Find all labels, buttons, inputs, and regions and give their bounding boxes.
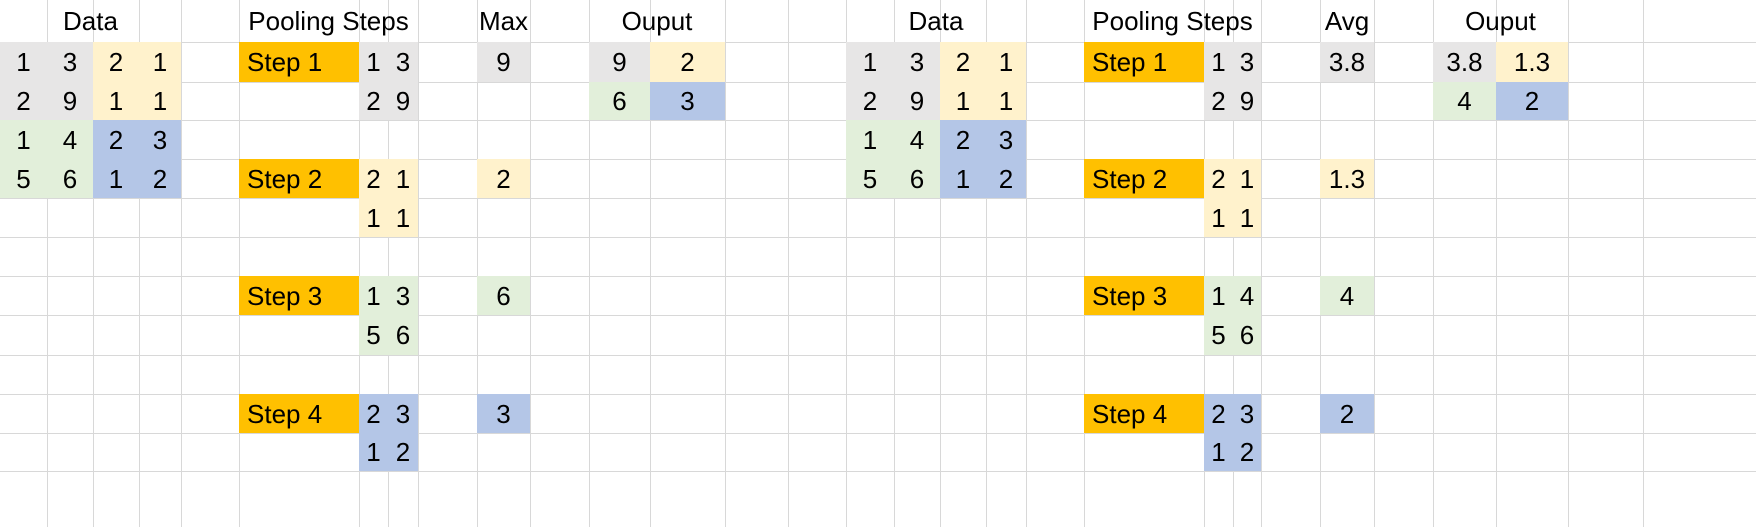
avg-step-window-cell: 2 [1204, 394, 1233, 433]
avg-data-cell: 2 [940, 42, 986, 82]
grid-line-horizontal [0, 198, 1756, 199]
avg-data-cell: 3 [894, 42, 940, 82]
avg-output-cell: 2 [1496, 82, 1568, 120]
grid-line-vertical [1261, 0, 1262, 527]
grid-line-vertical [1026, 0, 1027, 527]
max-data-cell: 6 [47, 159, 93, 198]
max-step-result: 2 [477, 159, 530, 198]
grid-line-vertical [1374, 0, 1375, 527]
max-step-window-cell: 3 [388, 276, 418, 315]
avg-step-window-cell: 4 [1233, 276, 1261, 315]
avg-step-window-cell: 6 [1233, 315, 1261, 355]
max-data-cell: 2 [139, 159, 181, 198]
max-step-result: 3 [477, 394, 530, 433]
avg-data-cell: 2 [986, 159, 1026, 198]
avg-step-window-cell: 3 [1233, 394, 1261, 433]
max-step-result: 9 [477, 42, 530, 82]
max-step-window-cell: 3 [388, 42, 418, 82]
avg-output-cell: 1.3 [1496, 42, 1568, 82]
grid-line-horizontal [0, 471, 1756, 472]
max-data-cell: 1 [139, 42, 181, 82]
avg-data-cell: 9 [894, 82, 940, 120]
max-step-window-cell: 1 [359, 276, 388, 315]
max-data-cell: 1 [139, 82, 181, 120]
max-step-label: Step 1 [239, 42, 359, 82]
grid-line-horizontal [0, 315, 1756, 316]
max-output-header: Ouput [621, 6, 693, 36]
max-step-window-cell: 2 [359, 394, 388, 433]
max-step-result: 6 [477, 276, 530, 315]
grid-line-vertical [725, 0, 726, 527]
avg-step-window-cell: 2 [1204, 82, 1233, 120]
max-data-cell: 1 [0, 120, 47, 159]
max-data-cell: 9 [47, 82, 93, 120]
max-step-label: Step 3 [239, 276, 359, 315]
max-data-cell: 1 [93, 159, 139, 198]
grid-line-vertical [418, 0, 419, 527]
max-data-cell: 3 [47, 42, 93, 82]
avg-data-cell: 3 [986, 120, 1026, 159]
avg-data-cell: 5 [846, 159, 894, 198]
max-data-cell: 4 [47, 120, 93, 159]
avg-data-cell: 1 [846, 120, 894, 159]
avg-step-window-cell: 9 [1233, 82, 1261, 120]
avg-step-window-cell: 1 [1204, 433, 1233, 471]
max-step-window-cell: 2 [388, 433, 418, 471]
max-step-window-cell: 1 [359, 198, 388, 237]
avg-data-cell: 1 [846, 42, 894, 82]
grid-line-vertical [530, 0, 531, 527]
avg-data-cell: 4 [894, 120, 940, 159]
max-step-window-cell: 1 [388, 159, 418, 198]
avg-pooling-steps-header: Pooling Steps [1092, 6, 1253, 36]
avg-step-window-cell: 1 [1233, 159, 1261, 198]
avg-result-header: Avg [1324, 6, 1370, 36]
avg-step-window-cell: 1 [1233, 198, 1261, 237]
max-step-window-cell: 3 [388, 394, 418, 433]
avg-data-cell: 6 [894, 159, 940, 198]
avg-step-window-cell: 1 [1204, 198, 1233, 237]
avg-data-cell: 1 [940, 82, 986, 120]
max-step-label: Step 2 [239, 159, 359, 198]
max-step-window-cell: 1 [359, 433, 388, 471]
avg-step-result: 3.8 [1320, 42, 1374, 82]
max-output-cell: 9 [589, 42, 650, 82]
avg-step-label: Step 3 [1084, 276, 1204, 315]
avg-output-header: Ouput [1465, 6, 1536, 36]
max-data-cell: 3 [139, 120, 181, 159]
avg-output-cell: 4 [1433, 82, 1496, 120]
avg-step-label: Step 4 [1084, 394, 1204, 433]
max-step-window-cell: 1 [359, 42, 388, 82]
grid-line-vertical [1643, 0, 1644, 527]
max-pooling-steps-header: Pooling Steps [248, 6, 409, 36]
max-output-cell: 3 [650, 82, 725, 120]
avg-step-window-cell: 3 [1233, 42, 1261, 82]
avg-data-cell: 2 [940, 120, 986, 159]
max-data-cell: 5 [0, 159, 47, 198]
avg-data-header: Data [908, 6, 964, 36]
avg-step-window-cell: 1 [1204, 42, 1233, 82]
avg-data-cell: 1 [986, 82, 1026, 120]
max-result-header: Max [478, 6, 529, 36]
max-output-cell: 6 [589, 82, 650, 120]
avg-step-window-cell: 2 [1204, 159, 1233, 198]
grid-line-vertical [1568, 0, 1569, 527]
avg-step-window-cell: 1 [1204, 276, 1233, 315]
avg-step-window-cell: 5 [1204, 315, 1233, 355]
max-step-window-cell: 5 [359, 315, 388, 355]
avg-step-window-cell: 2 [1233, 433, 1261, 471]
max-data-cell: 1 [93, 82, 139, 120]
max-data-header: Data [63, 6, 118, 36]
grid-line-horizontal [0, 355, 1756, 356]
max-data-cell: 2 [93, 120, 139, 159]
avg-output-cell: 3.8 [1433, 42, 1496, 82]
max-data-cell: 1 [0, 42, 47, 82]
avg-data-cell: 1 [986, 42, 1026, 82]
max-data-cell: 2 [93, 42, 139, 82]
avg-step-result: 2 [1320, 394, 1374, 433]
max-step-window-cell: 1 [388, 198, 418, 237]
max-step-window-cell: 9 [388, 82, 418, 120]
max-output-cell: 2 [650, 42, 725, 82]
grid-line-horizontal [0, 237, 1756, 238]
avg-step-label: Step 2 [1084, 159, 1204, 198]
avg-step-label: Step 1 [1084, 42, 1204, 82]
max-step-label: Step 4 [239, 394, 359, 433]
grid-line-vertical [181, 0, 182, 527]
avg-data-cell: 2 [846, 82, 894, 120]
grid-line-horizontal [0, 433, 1756, 434]
max-step-window-cell: 2 [359, 159, 388, 198]
avg-data-cell: 1 [940, 159, 986, 198]
max-step-window-cell: 2 [359, 82, 388, 120]
avg-step-result: 4 [1320, 276, 1374, 315]
grid-line-vertical [788, 0, 789, 527]
max-data-cell: 2 [0, 82, 47, 120]
max-step-window-cell: 6 [388, 315, 418, 355]
avg-step-result: 1.3 [1320, 159, 1374, 198]
